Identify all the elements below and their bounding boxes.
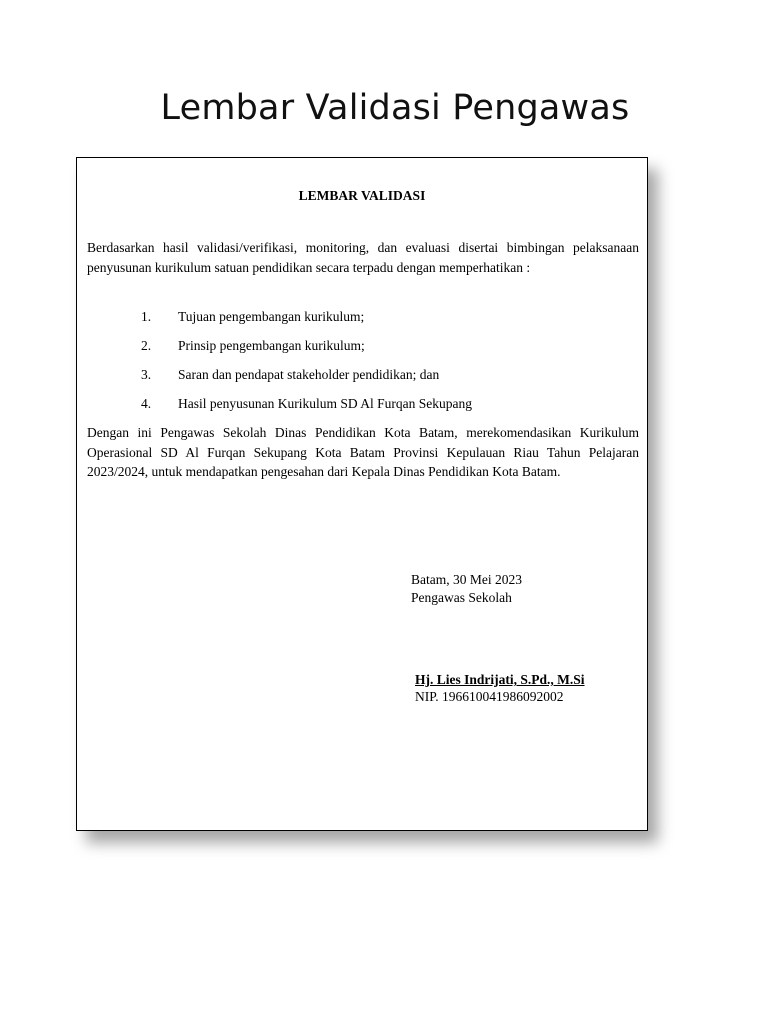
criteria-list [141,307,621,423]
signer-block [415,672,645,705]
list-item-number: 1. [141,309,152,324]
closing-paragraph: Dengan ini Pengawas Sekolah Dinas Pendidikan Kota Batam, merekomendasikan Kurikulum Operasional SD Al Furqan Sekupang Kota Batam Provinsi Kepulauan Riau Tahun Pelajaran 2023/2024, untuk mendapatkan pengesahan dari Kepala Dinas Pendidikan Kota Batam. [87,425,639,479]
list-item [141,365,621,394]
list-item [141,336,621,365]
signer-role: Pengawas Sekolah [411,589,512,605]
intro-paragraph: Berdasarkan hasil validasi/verifikasi, monitoring, dan evaluasi disertai bimbingan pelaksanaan penyusunan kurikulum satuan pendidikan secara terpadu dengan memperhatikan : [87,240,639,275]
place-date: Batam, 30 Mei 2023 [411,572,522,587]
list-item-text: Saran dan pendapat stakeholder pendidikan; dan [178,367,440,382]
page-title: Lembar Validasi Pengawas [160,88,630,128]
list-item [141,307,621,336]
document-heading: LEMBAR VALIDASI [298,188,426,203]
list-item-number: 2. [141,338,152,353]
list-item-text: Tujuan pengembangan kurikulum; [178,309,365,324]
list-item [141,394,621,423]
list-item-number: 3. [141,367,152,382]
signer-nip: NIP. 196610041986092002 [415,688,564,704]
signature-place-date [411,571,641,606]
signer-name: Hj. Lies Indrijati, S.Pd., M.Si [415,672,585,687]
validation-document [76,157,648,831]
list-item-text: Hasil penyusunan Kurikulum SD Al Furqan Sekupang [178,396,472,411]
list-item-number: 4. [141,396,152,411]
list-item-text: Prinsip pengembangan kurikulum; [178,338,365,353]
